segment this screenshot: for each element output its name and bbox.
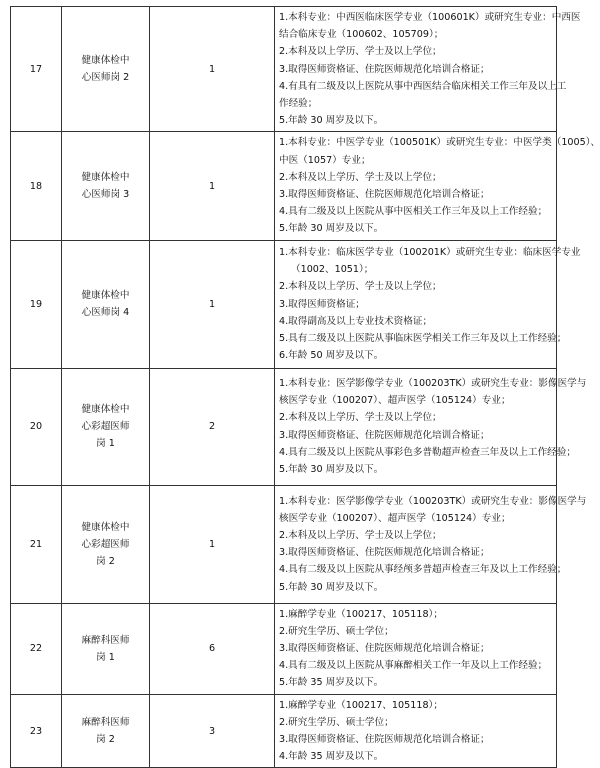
requirement-line: 5.具有二级及以上医院从事临床医学相关工作三年及以上工作经验；: [279, 332, 567, 344]
requirement-line: 2.本科及以上学历、学士及以上学位；: [279, 171, 442, 183]
requirement-line: 2.本科及以上学历、学士及以上学位；: [279, 412, 442, 424]
requirement-line: 核医学专业（100207）、超声医学（105124）专业；: [279, 512, 511, 524]
requirement-line: 1.本科专业：医学影像学专业（100203TK）或研究生专业：影像医学与: [279, 495, 587, 507]
requirements: [275, 7, 581, 132]
position-name: [62, 485, 150, 603]
position-line: 麻醉科医师: [81, 634, 130, 646]
requirement-line: 4.具有二级及以上医院从事中医相关工作三年及以上工作经验；: [279, 206, 548, 218]
requirements: [275, 368, 587, 485]
requirement-line: 2.本科及以上学历、学士及以上学位；: [279, 281, 442, 293]
requirement-line: 核医学专业（100207）、超声医学（105124）专业；: [279, 395, 511, 407]
requirement-line: 1.麻醉学专业（100217、105118）；: [279, 608, 443, 620]
requirement-line: 5.年龄 30 周岁及以下。: [279, 464, 384, 476]
row-number: 21: [11, 485, 62, 603]
requirement-line: 中医（1057）专业；: [279, 154, 371, 166]
row-number: 23: [11, 694, 62, 768]
position-line: 岗 2: [96, 555, 115, 567]
position-line: 心医师岗 2: [81, 72, 130, 84]
requirements: [275, 694, 557, 768]
table-row: [11, 694, 557, 768]
position-name: [62, 368, 150, 485]
table-row: [11, 368, 557, 485]
requirement-line: 3.取得医师资格证、住院医师规范化培训合格证；: [279, 734, 490, 746]
requirement-line: 3.取得医师资格证、住院医师规范化培训合格证；: [279, 643, 490, 655]
requirement-line: 5.年龄 30 周岁及以下。: [279, 115, 384, 127]
position-line: 麻醉科医师: [81, 717, 130, 729]
table-row: [11, 240, 557, 368]
requirement-line: 1.本科专业：中医学专业（100501K）或研究生专业：中医学类（1005）、: [279, 137, 600, 149]
requirement-line: 2.本科及以上学历、学士及以上学位；: [279, 46, 442, 58]
requirements: [275, 485, 587, 603]
headcount: 2: [150, 368, 275, 485]
row-number: 20: [11, 368, 62, 485]
requirement-line: 4.有具有二级及以上医院从事中西医结合临床相关工作三年及以上工: [279, 80, 567, 92]
table-row: [11, 132, 557, 240]
position-line: 心彩超医师: [81, 421, 130, 433]
requirement-line: 3.取得医师资格证、住院医师规范化培训合格证；: [279, 547, 490, 559]
requirement-line: 2.研究生学历、硕士学位；: [279, 625, 394, 637]
headcount: 1: [150, 240, 275, 368]
position-line: 健康体检中: [81, 55, 130, 67]
requirement-line: 5.年龄 35 周岁及以下。: [279, 677, 384, 689]
headcount: 1: [150, 132, 275, 240]
table-row: [11, 485, 557, 603]
requirement-line: 1.本科专业：医学影像学专业（100203TK）或研究生专业：影像医学与: [279, 378, 587, 390]
requirement-line: 3.取得医师资格证、住院医师规范化培训合格证；: [279, 429, 490, 441]
table-body: [11, 7, 600, 768]
requirement-line: （1002、1051）；: [291, 264, 374, 276]
position-line: 健康体检中: [81, 172, 130, 184]
requirement-line: 4.取得副高及以上专业技术资格证；: [279, 315, 433, 327]
requirements: [275, 132, 600, 240]
position-line: 健康体检中: [81, 521, 130, 533]
position-line: 心医师岗 4: [81, 307, 130, 319]
position-line: 岗 1: [96, 651, 115, 663]
headcount: 1: [150, 7, 275, 132]
position-name: [62, 603, 150, 694]
table-row: [11, 603, 557, 694]
position-line: 岗 1: [96, 438, 115, 450]
requirements: [275, 240, 581, 368]
position-line: 心彩超医师: [81, 538, 130, 550]
requirement-line: 2.本科及以上学历、学士及以上学位；: [279, 529, 442, 541]
requirements: [275, 603, 557, 694]
headcount: 3: [150, 694, 275, 768]
requirement-line: 4.具有二级及以上医院从事麻醉相关工作一年及以上工作经验；: [279, 660, 548, 672]
requirement-line: 3.取得医师资格证、住院医师规范化培训合格证；: [279, 189, 490, 201]
position-line: 岗 2: [96, 734, 115, 746]
requirement-line: 5.年龄 30 周岁及以下。: [279, 581, 384, 593]
position-line: 健康体检中: [81, 404, 130, 416]
requirement-line: 1.麻醉学专业（100217、105118）；: [279, 699, 443, 711]
table-row: [11, 7, 557, 132]
recruitment-table: [10, 6, 600, 768]
requirement-line: 3.取得医师资格证；: [279, 298, 365, 310]
headcount: 1: [150, 485, 275, 603]
requirement-line: 4.具有二级及以上医院从事经颅多普超声检查三年及以上工作经验；: [279, 564, 567, 576]
position-line: 心医师岗 3: [81, 189, 130, 201]
requirement-line: 6.年龄 50 周岁及以下。: [279, 350, 384, 362]
requirement-line: 1.本科专业：中西医临床医学专业（100601K）或研究生专业：中西医: [279, 12, 581, 23]
requirement-line: 结合临床专业（100602、105709）；: [279, 29, 444, 41]
requirement-line: 4.年龄 35 周岁及以下。: [279, 751, 384, 763]
row-number: 18: [11, 132, 62, 240]
requirement-line: 4.具有二级及以上医院从事彩色多普勒超声检查三年及以上工作经验；: [279, 446, 576, 458]
requirement-line: 2.研究生学历、硕士学位；: [279, 716, 394, 728]
row-number: 22: [11, 603, 62, 694]
requirement-line: 作经验；: [279, 98, 318, 110]
row-number: 17: [11, 7, 62, 132]
headcount: 6: [150, 603, 275, 694]
position-name: [62, 694, 150, 768]
position-line: 健康体检中: [81, 290, 130, 302]
requirement-line: 3.取得医师资格证、住院医师规范化培训合格证；: [279, 63, 490, 75]
position-name: [62, 132, 150, 240]
position-name: [62, 240, 150, 368]
row-number: 19: [11, 240, 62, 368]
requirement-line: 5.年龄 30 周岁及以下。: [279, 223, 384, 235]
position-name: [62, 7, 150, 132]
requirement-line: 1.本科专业：临床医学专业（100201K）或研究生专业：临床医学专业: [279, 246, 581, 258]
